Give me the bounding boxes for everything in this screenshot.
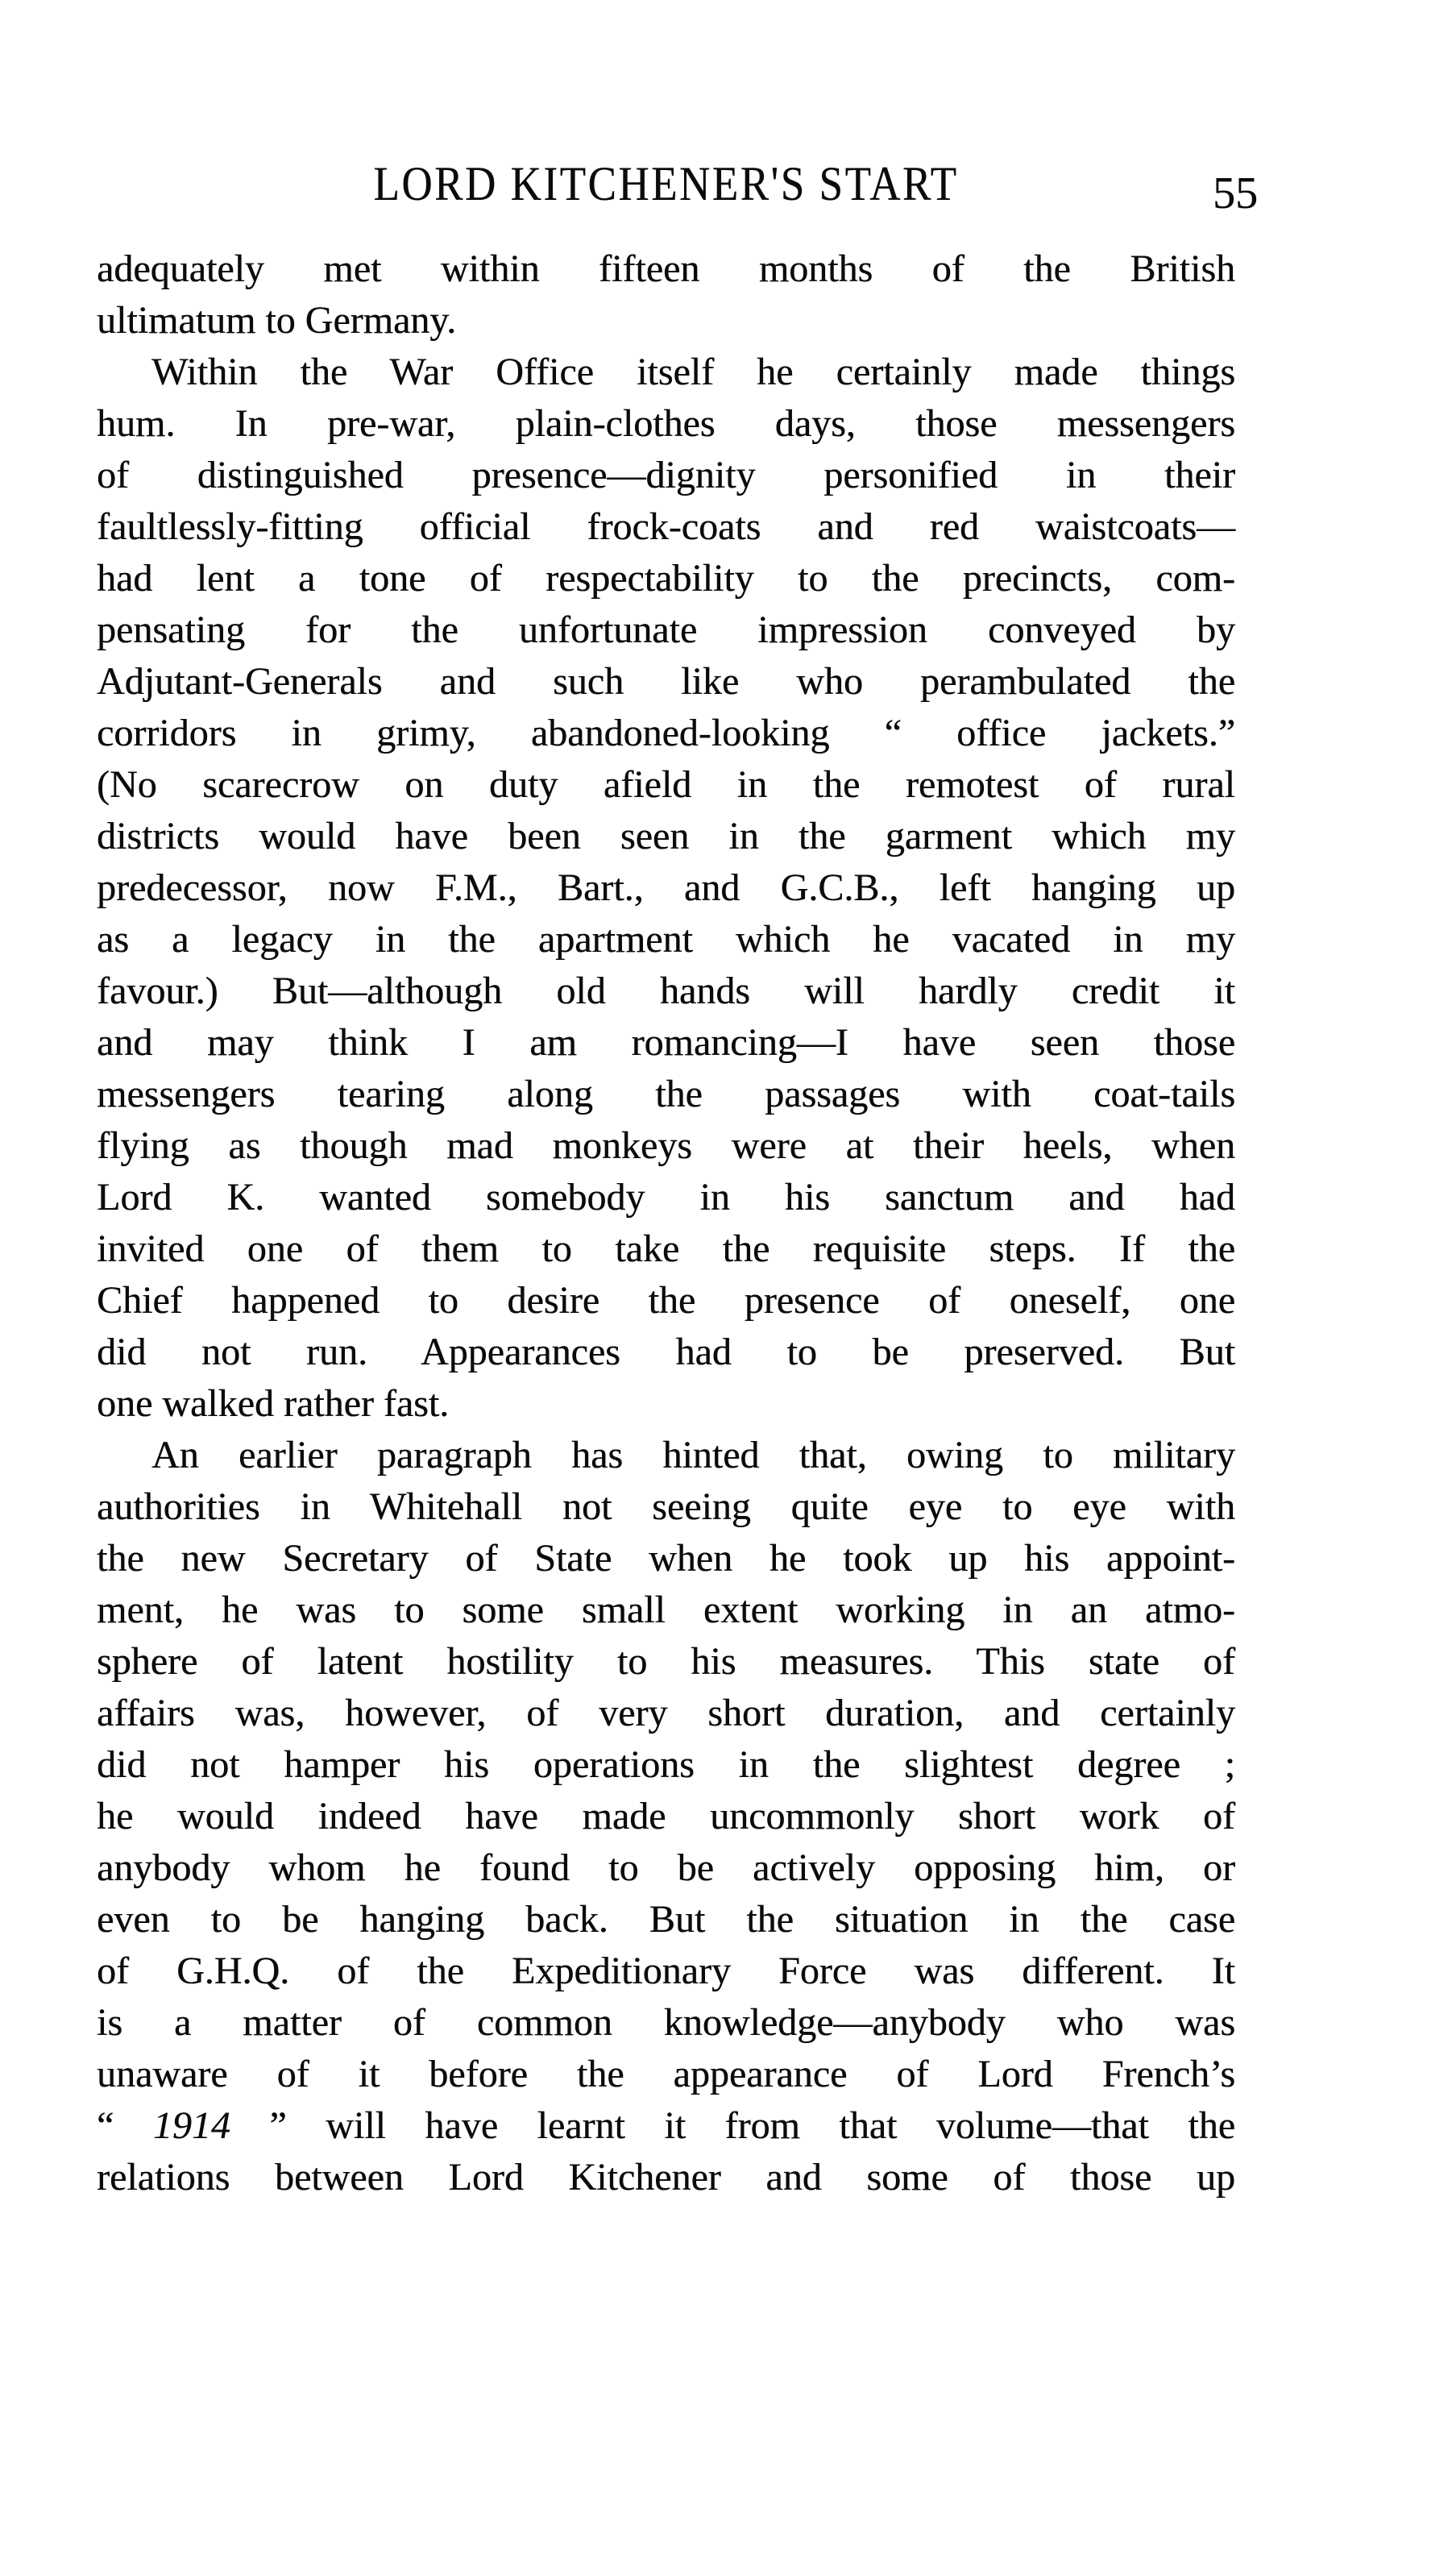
text-line: Lord K. wanted somebody in his sanctum and had — [97, 1176, 1235, 1219]
text-line: he would indeed have made uncommonly short work of — [97, 1795, 1235, 1838]
text-line: Adjutant-Generals and such like who perambulated the — [97, 660, 1235, 703]
text-line: Chief happened to desire the presence of oneself, one — [97, 1279, 1235, 1322]
text-line: sphere of latent hostility to his measures. This state of — [97, 1640, 1235, 1683]
text-line: affairs was, however, of very short duration, and certainly — [97, 1692, 1235, 1734]
text-line: (No scarecrow on duty afield in the remotest of rural — [97, 763, 1235, 806]
page-body — [97, 243, 1235, 2203]
text-line: of distinguished presence—dignity personified in their — [97, 454, 1235, 496]
text-line: ultimatum to Germany. — [97, 299, 457, 342]
page-header — [97, 157, 1258, 218]
text-line: did not hamper his operations in the slightest degree ; — [97, 1743, 1235, 1786]
text-line: favour.) But—although old hands will hardly credit it — [97, 970, 1235, 1012]
text-line: corridors in grimy, abandoned-looking “ office jackets.” — [97, 712, 1235, 754]
text-line: pensating for the unfortunate impression conveyed by — [97, 608, 1235, 651]
text-line: and may think I am romancing—I have seen those — [97, 1021, 1235, 1064]
text-line: unaware of it before the appearance of Lord French’s — [97, 2053, 1235, 2095]
text-line: anybody whom he found to be actively opposing him, or — [97, 1846, 1235, 1889]
text-line: districts would have been seen in the garment which my — [97, 815, 1235, 858]
italic-text: 1914 — [152, 2104, 230, 2147]
text-line: is a matter of common knowledge—anybody who was — [97, 2001, 1235, 2044]
text-line: An earlier paragraph has hinted that, owing to military — [151, 1434, 1235, 1476]
text-line: one walked rather fast. — [97, 1382, 450, 1425]
text-line: the new Secretary of State when he took up his appoint- — [97, 1537, 1235, 1580]
page-title: LORD KITCHENER'S START — [373, 157, 959, 210]
text-line: hum. In pre-war, plain-clothes days, those messengers — [97, 402, 1235, 445]
text-line: predecessor, now F.M., Bart., and G.C.B., left hanging up — [97, 866, 1235, 909]
text-line: relations between Lord Kitchener and some of those up — [97, 2156, 1235, 2199]
text-line: messengers tearing along the passages with coat-tails — [97, 1073, 1235, 1115]
text-line: did not run. Appearances had to be preserved. But — [97, 1331, 1235, 1373]
text-line: ment, he was to some small extent working in an atmo- — [97, 1588, 1235, 1631]
text-line: invited one of them to take the requisite steps. If the — [97, 1227, 1235, 1270]
text-line: authorities in Whitehall not seeing quite eye to eye with — [97, 1485, 1235, 1528]
text-line: faultlessly-fitting official frock-coats and red waistcoats— — [97, 505, 1235, 548]
text-line: even to be hanging back. But the situation in the case — [97, 1898, 1235, 1941]
text-line: adequately met within fifteen months of the British — [97, 247, 1235, 290]
text-line: had lent a tone of respectability to the precincts, com- — [97, 557, 1235, 600]
text-line: as a legacy in the apartment which he vacated in my — [97, 918, 1235, 961]
text-line: flying as though mad monkeys were at their heels, when — [97, 1124, 1235, 1167]
plain-text: “ — [97, 2104, 153, 2147]
text-line: of G.H.Q. of the Expeditionary Force was different. It — [97, 1950, 1235, 1992]
text-line: Within the War Office itself he certainly made things — [151, 351, 1235, 393]
plain-text: ” will have learnt it from that volume—that the — [230, 2104, 1235, 2147]
page-number: 55 — [1213, 168, 1258, 218]
text-line — [97, 2100, 1235, 2152]
